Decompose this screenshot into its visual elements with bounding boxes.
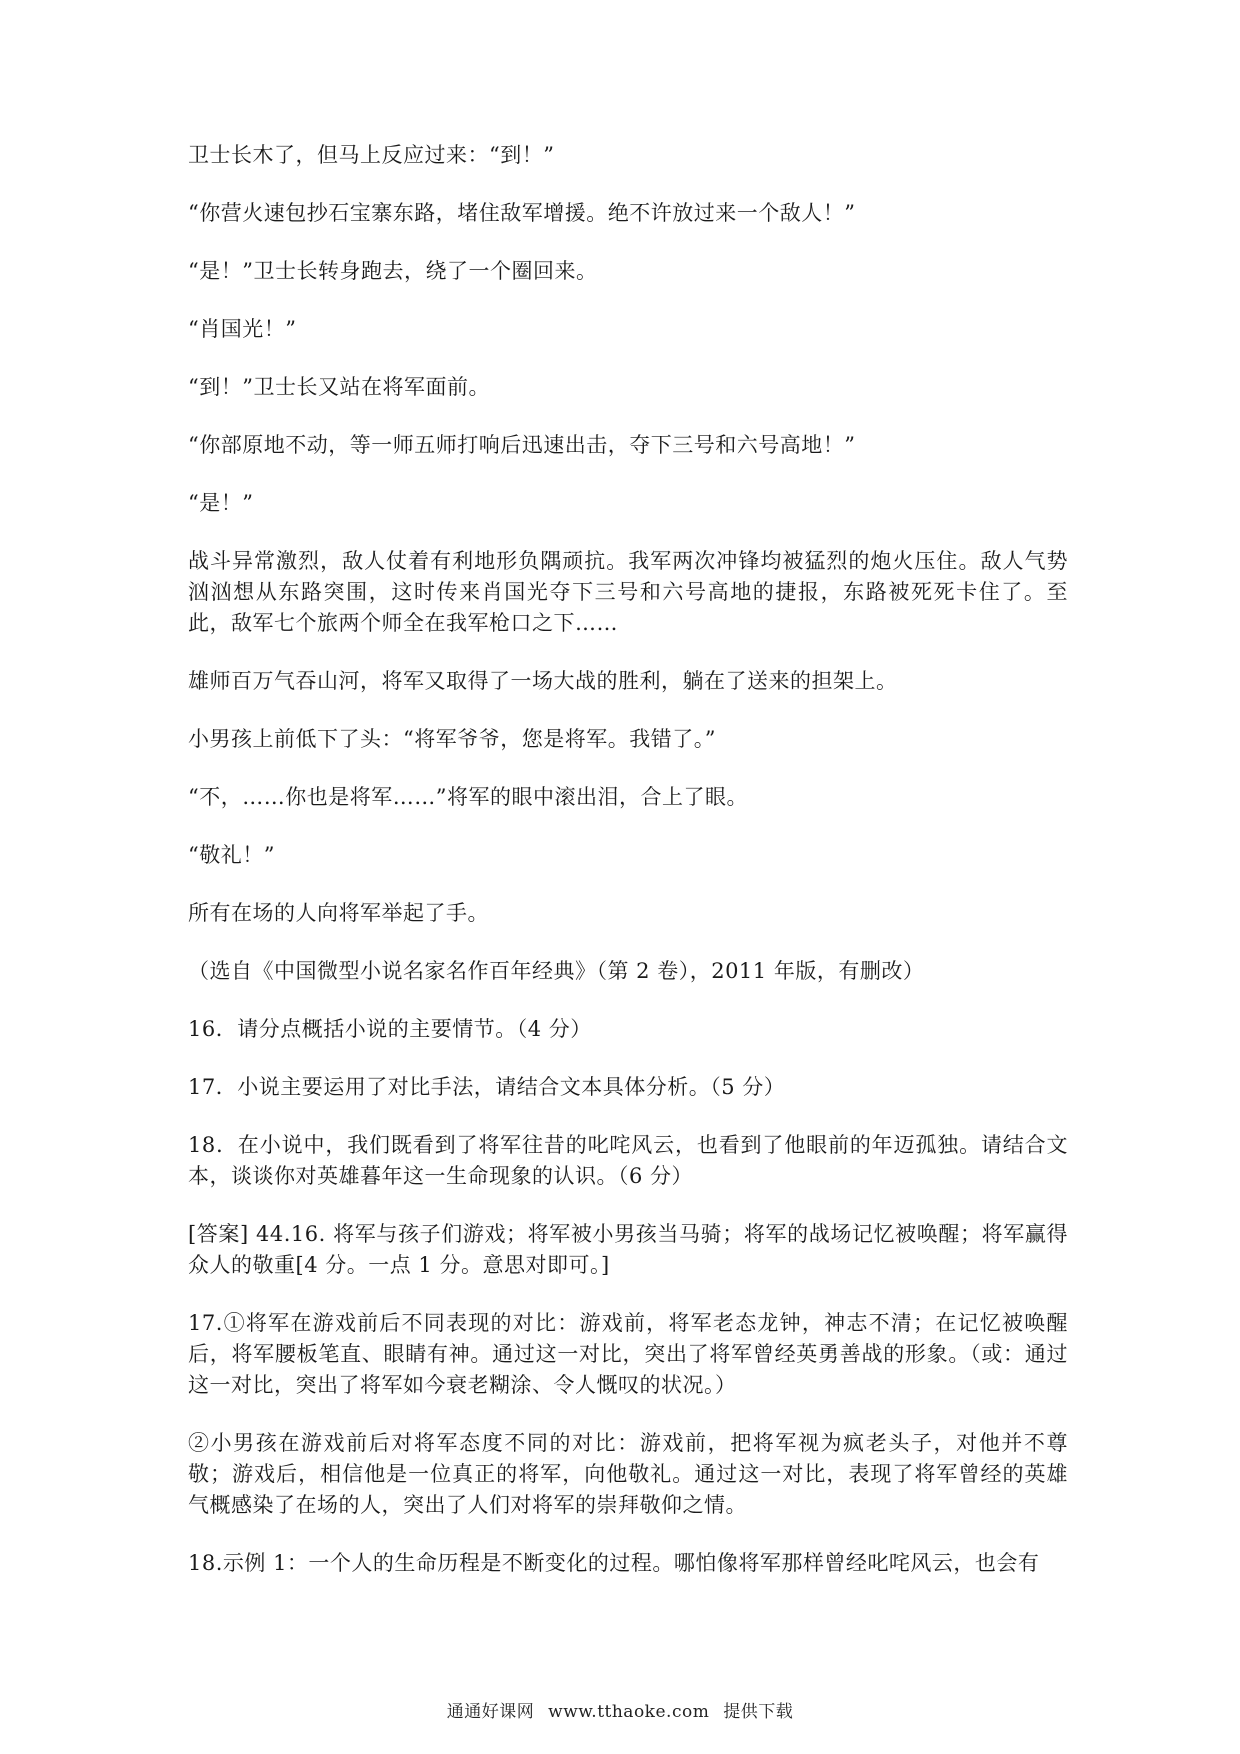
- question-17: 17．小说主要运用了对比手法，请结合文本具体分析。（5 分）: [188, 1075, 786, 1099]
- paragraph: “到！”卫士长又站在将军面前。: [188, 375, 490, 399]
- footer-site-name: 通通好课网: [446, 1702, 535, 1722]
- footer-note: 提供下载: [723, 1702, 794, 1722]
- question-18: 18．在小说中，我们既看到了将军往昔的叱咤风云，也看到了他眼前的年迈孤独。请结合文本，谈谈你对英雄暮年这一生命现象的认识。（6 分）: [188, 1133, 1068, 1188]
- source-citation: （选自《中国微型小说名家名作百年经典》（第 2 卷），2011 年版，有删改）: [188, 959, 925, 983]
- paragraph: “敬礼！”: [188, 843, 275, 867]
- paragraph: 小男孩上前低下了头：“将军爷爷，您是将军。我错了。”: [188, 727, 716, 751]
- paragraph: 雄师百万气吞山河，将军又取得了一场大战的胜利，躺在了送来的担架上。: [188, 669, 898, 693]
- paragraph: 卫士长木了，但马上反应过来：“到！”: [188, 143, 555, 167]
- paragraph: 战斗异常激烈，敌人仗着有利地形负隅顽抗。我军两次冲锋均被猛烈的炮火压住。敌人气势汹汹想从东路突围，这时传来肖国光夺下三号和六号高地的捷报，东路被死死卡住了。至此，敌军七个旅两个师全在我军枪口之下……: [188, 549, 1068, 635]
- paragraph: “是！”: [188, 491, 254, 515]
- answer-17-point-2: ②小男孩在游戏前后对将军态度不同的对比：游戏前，把将军视为疯老头子，对他并不尊敬；游戏后，相信他是一位真正的将军，向他敬礼。通过这一对比，表现了将军曾经的英雄气概感染了在场的人，突出了人们对将军的崇拜敬仰之情。: [188, 1431, 1068, 1517]
- paragraph: 所有在场的人向将军举起了手。: [188, 901, 489, 925]
- paragraph: “是！”卫士长转身跑去，绕了一个圈回来。: [188, 259, 598, 283]
- answer-16: [答案] 44.16. 将军与孩子们游戏；将军被小男孩当马骑；将军的战场记忆被唤醒；将军赢得众人的敬重[4 分。一点 1 分。意思对即可。]: [188, 1222, 1068, 1277]
- question-16: 16．请分点概括小说的主要情节。（4 分）: [188, 1017, 592, 1041]
- answer-18-example-1: 18.示例 1：一个人的生命历程是不断变化的过程。哪怕像将军那样曾经叱咤风云，也会有: [188, 1551, 1040, 1575]
- footer-url: www.tthaoke.com: [548, 1702, 710, 1722]
- document-body: [188, 140, 1068, 1606]
- answer-17-point-1: 17.①将军在游戏前后不同表现的对比：游戏前，将军老态龙钟，神志不清；在记忆被唤醒后，将军腰板笔直、眼睛有神。通过这一对比，突出了将军曾经英勇善战的形象。（或：通过这一对比，突出了将军如今衰老糊涂、令人慨叹的状况。）: [188, 1311, 1068, 1397]
- paragraph: “肖国光！”: [188, 317, 297, 341]
- paragraph: “你部原地不动，等一师五师打响后迅速出击，夺下三号和六号高地！”: [188, 433, 856, 457]
- paragraph: “不，……你也是将军……”将军的眼中滚出泪，合上了眼。: [188, 785, 748, 809]
- paragraph: “你营火速包抄石宝寨东路，堵住敌军增援。绝不许放过来一个敌人！”: [188, 201, 856, 225]
- page-footer: [0, 1697, 1240, 1722]
